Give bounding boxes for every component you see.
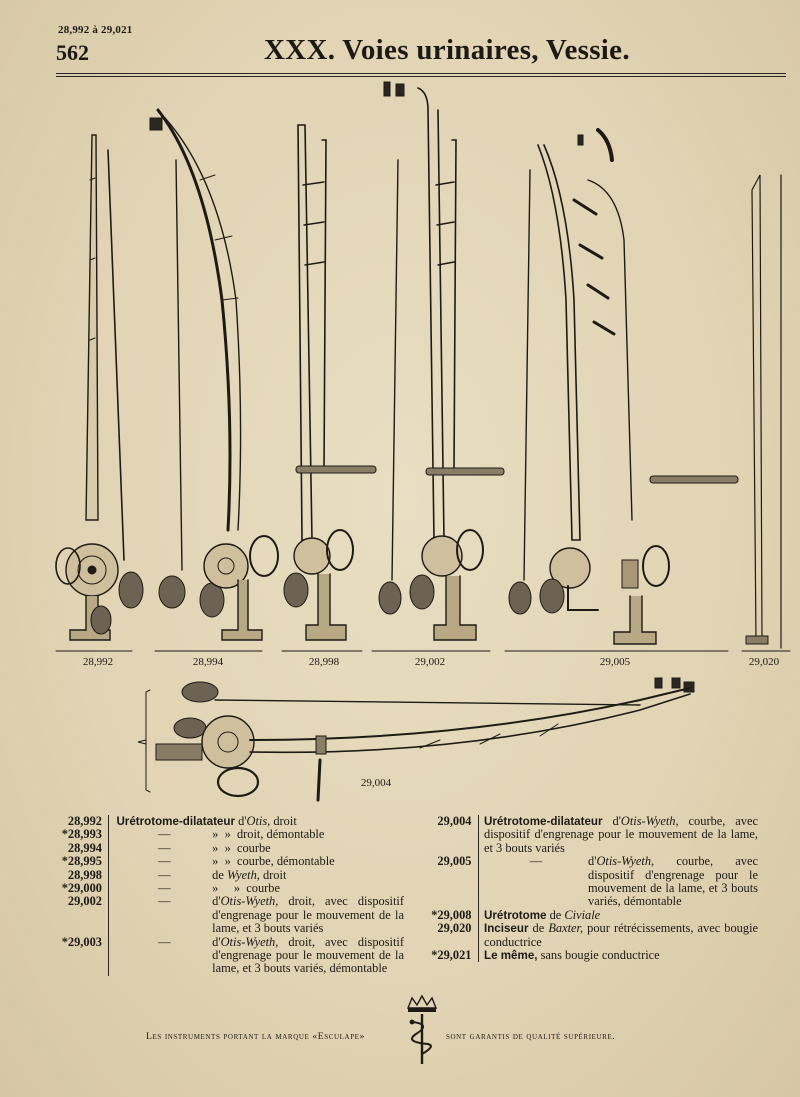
ditto-dash: —	[158, 840, 171, 855]
footer-left-text: Les instruments portant la marque «Esculape»	[146, 1031, 365, 1042]
item-text: d'	[588, 854, 597, 869]
item-number: 29,005	[424, 855, 478, 909]
item-number: 29,020	[424, 922, 478, 949]
item-number: *29,021	[424, 949, 478, 962]
list-item	[424, 922, 758, 949]
header-rule-top	[56, 73, 786, 74]
figure-label-29004: 29,004	[360, 777, 392, 789]
instrument-28994-drawing	[150, 110, 278, 640]
ditto-dash: —	[158, 881, 171, 896]
list-item	[56, 869, 404, 882]
item-text: d'	[212, 934, 221, 949]
page-number: 562	[56, 40, 89, 65]
item-number: 29,004	[424, 815, 478, 855]
item-name: Urétrotome-dilatateur	[116, 815, 235, 828]
ditto-dash: —	[529, 854, 543, 869]
price-list-right	[424, 815, 758, 962]
list-item	[424, 949, 758, 962]
item-name: Le même,	[484, 949, 538, 963]
item-text: » » courbe	[212, 840, 271, 855]
item-number: 28,994	[56, 842, 108, 855]
instrument-plate-illustration	[0, 78, 800, 808]
item-rest: droit, avec dispositif d'engrenage pour le mouvement de la lame, et 3 bouts variés	[212, 894, 404, 936]
item-name: Urétrotome	[484, 908, 547, 922]
item-name: Urétrotome-dilatateur	[484, 815, 603, 828]
item-number: 28,998	[56, 869, 108, 882]
item-text: » » courbe	[212, 881, 280, 896]
list-item	[56, 882, 404, 895]
esculape-trademark-icon	[402, 994, 442, 1066]
item-number: *28,995	[56, 855, 108, 868]
instrument-29020-drawing	[746, 175, 781, 648]
item-rest: pour rétrécissements, avec bougie conductrice	[484, 921, 759, 949]
item-italic: Otis-Wyeth,	[220, 934, 279, 949]
item-text: d'	[234, 814, 247, 828]
ditto-dash: —	[158, 934, 171, 949]
item-number: *29,008	[424, 909, 478, 922]
item-text: » » courbe, démontable	[212, 854, 335, 869]
list-item	[56, 895, 404, 935]
price-list-left	[56, 815, 404, 976]
item-number: *29,000	[56, 882, 108, 895]
ditto-dash: —	[158, 894, 171, 909]
catalog-number-range: 28,992 à 29,021	[58, 24, 133, 36]
item-number: 28,992	[56, 815, 108, 828]
item-number: 29,002	[56, 895, 108, 935]
list-item	[56, 855, 404, 868]
item-rest: courbe, avec dispositif d'engrenage pour le mouvement de la lame, et 3 bouts variés, démontable	[588, 854, 758, 909]
list-item	[56, 815, 404, 828]
item-name: Inciseur	[484, 922, 529, 936]
list-item	[424, 815, 758, 855]
item-text: d'	[212, 894, 221, 909]
item-text: de	[528, 921, 549, 936]
item-rest: droit, avec dispositif d'engrenage pour le mouvement de la lame, et 3 bouts variés, démontable	[212, 934, 404, 976]
item-rest: courbe, avec dispositif d'engrenage pour le mouvement de la lame, et 3 bouts variés	[484, 814, 758, 855]
item-rest: droit	[270, 814, 297, 828]
item-italic: Otis,	[246, 814, 271, 828]
instrument-29004-drawing	[138, 678, 694, 800]
item-text: d'	[602, 814, 621, 828]
ditto-dash: —	[158, 867, 171, 882]
item-rest: droit	[259, 867, 287, 882]
item-text: de	[212, 867, 227, 882]
footer-right-text: sont garantis de qualité supérieure.	[446, 1031, 616, 1042]
figure-label-29002: 29,002	[414, 656, 446, 668]
figure-label-28998: 28,998	[308, 656, 340, 668]
list-item	[56, 828, 404, 841]
section-title: XXX. Voies urinaires, Vessie.	[264, 34, 630, 66]
item-text: sans bougie conductrice	[537, 948, 660, 963]
item-italic: Baxter,	[548, 921, 584, 936]
item-italic: Otis-Wyeth,	[620, 814, 679, 828]
item-italic: Otis-Wyeth,	[220, 894, 279, 909]
item-italic: Otis-Wyeth,	[596, 854, 655, 869]
instrument-28998-drawing	[284, 125, 401, 640]
figure-label-28994: 28,994	[192, 656, 224, 668]
item-italic: Civiale	[564, 907, 601, 922]
figure-label-29005: 29,005	[599, 656, 631, 668]
instrument-29005-drawing	[509, 130, 738, 644]
figure-label-28992: 28,992	[82, 656, 114, 668]
item-italic: Wyeth,	[226, 867, 260, 882]
list-item	[424, 855, 758, 909]
instrument-28992-drawing	[56, 135, 143, 640]
ditto-dash: —	[158, 827, 171, 842]
instrument-29002-drawing	[384, 82, 504, 640]
figure-label-29020: 29,020	[748, 656, 780, 668]
header-rule-bottom	[56, 76, 786, 77]
item-number: *29,003	[56, 936, 108, 976]
list-item	[56, 842, 404, 855]
ditto-dash: —	[158, 854, 171, 869]
item-number: *28,993	[56, 828, 108, 841]
list-item	[424, 909, 758, 922]
item-text: de	[546, 907, 565, 922]
list-item	[56, 936, 404, 976]
item-text: » » droit, démontable	[212, 827, 325, 842]
